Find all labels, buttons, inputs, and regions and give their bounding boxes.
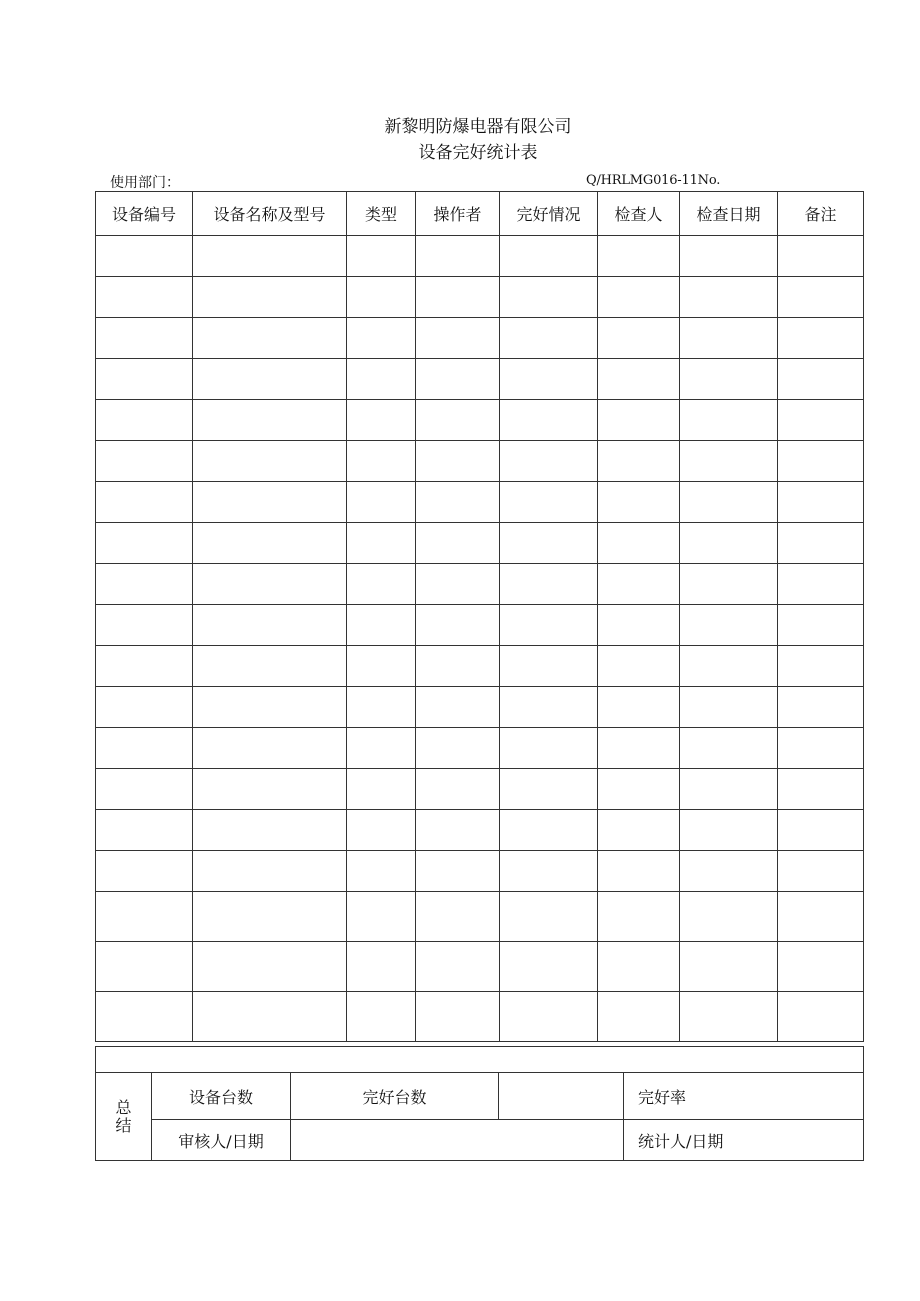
table-cell[interactable]	[193, 605, 347, 646]
table-cell[interactable]	[193, 992, 347, 1042]
table-cell[interactable]	[347, 769, 416, 810]
summary-label-char-1: 总	[115, 1097, 132, 1117]
table-cell[interactable]	[680, 992, 778, 1042]
table-cell[interactable]	[96, 564, 193, 605]
table-cell[interactable]	[193, 277, 347, 318]
col-remarks: 备注	[778, 192, 864, 236]
table-cell[interactable]	[193, 236, 347, 277]
table-cell[interactable]	[778, 359, 864, 400]
table-cell[interactable]	[416, 810, 500, 851]
table-cell[interactable]	[598, 277, 680, 318]
table-cell[interactable]	[416, 769, 500, 810]
table-cell[interactable]	[193, 359, 347, 400]
table-cell[interactable]	[193, 482, 347, 523]
document-code: Q/HRLMG016-11No.	[586, 173, 721, 188]
summary-row-1	[96, 1073, 864, 1120]
table-cell[interactable]	[500, 810, 598, 851]
table-cell[interactable]	[416, 851, 500, 892]
table-cell[interactable]	[500, 523, 598, 564]
table-cell[interactable]	[96, 359, 193, 400]
table-row	[96, 318, 864, 359]
table-cell[interactable]	[500, 236, 598, 277]
table-cell[interactable]	[680, 810, 778, 851]
table-cell[interactable]	[680, 318, 778, 359]
table-cell[interactable]	[96, 605, 193, 646]
table-cell[interactable]	[680, 605, 778, 646]
table-cell[interactable]	[778, 687, 864, 728]
table-cell[interactable]	[416, 564, 500, 605]
table-row	[96, 942, 864, 992]
reviewer-cell[interactable]	[291, 1120, 624, 1161]
table-cell[interactable]	[96, 810, 193, 851]
table-cell[interactable]	[500, 646, 598, 687]
table-cell[interactable]	[416, 236, 500, 277]
table-cell[interactable]	[680, 482, 778, 523]
table-cell[interactable]	[193, 441, 347, 482]
table-cell[interactable]	[598, 942, 680, 992]
table-cell[interactable]	[347, 992, 416, 1042]
table-cell[interactable]	[680, 523, 778, 564]
table-row	[96, 892, 864, 942]
table-cell[interactable]	[778, 400, 864, 441]
table-cell[interactable]	[598, 769, 680, 810]
table-cell[interactable]	[778, 992, 864, 1042]
table-cell[interactable]	[96, 728, 193, 769]
table-cell[interactable]	[598, 892, 680, 942]
company-name: 新黎明防爆电器有限公司	[384, 117, 572, 137]
table-cell[interactable]	[598, 851, 680, 892]
table-cell[interactable]	[500, 605, 598, 646]
table-row	[96, 769, 864, 810]
equipment-table	[95, 191, 864, 1042]
table-cell[interactable]	[680, 942, 778, 992]
col-inspector: 检查人	[598, 192, 680, 236]
table-cell[interactable]	[96, 482, 193, 523]
table-cell[interactable]	[193, 810, 347, 851]
table-cell[interactable]	[598, 523, 680, 564]
table-cell[interactable]	[680, 564, 778, 605]
table-row	[96, 851, 864, 892]
table-cell[interactable]	[680, 236, 778, 277]
table-row	[96, 564, 864, 605]
table-cell[interactable]	[347, 482, 416, 523]
table-cell[interactable]	[193, 564, 347, 605]
header-row	[96, 192, 864, 236]
table-cell[interactable]	[416, 400, 500, 441]
table-cell[interactable]	[347, 400, 416, 441]
table-cell[interactable]	[778, 851, 864, 892]
table-row	[96, 441, 864, 482]
table-row	[96, 359, 864, 400]
table-cell[interactable]	[500, 441, 598, 482]
table-cell[interactable]	[500, 992, 598, 1042]
table-cell[interactable]	[500, 942, 598, 992]
table-cell[interactable]	[193, 318, 347, 359]
table-cell[interactable]	[778, 810, 864, 851]
table-cell[interactable]	[193, 400, 347, 441]
table-cell[interactable]	[96, 769, 193, 810]
table-cell[interactable]	[193, 646, 347, 687]
table-cell[interactable]	[778, 318, 864, 359]
table-cell[interactable]	[500, 318, 598, 359]
table-cell[interactable]	[416, 523, 500, 564]
table-cell[interactable]	[778, 523, 864, 564]
table-cell[interactable]	[193, 892, 347, 942]
summary-row-2	[96, 1120, 864, 1161]
table-cell[interactable]	[347, 646, 416, 687]
table-cell[interactable]	[778, 892, 864, 942]
table-cell[interactable]	[96, 992, 193, 1042]
col-equipment-no: 设备编号	[96, 192, 193, 236]
table-cell[interactable]	[778, 441, 864, 482]
table-cell[interactable]	[598, 605, 680, 646]
table-cell[interactable]	[347, 318, 416, 359]
good-count-label: 完好台数	[291, 1073, 499, 1120]
table-cell[interactable]	[193, 769, 347, 810]
table-cell[interactable]	[347, 523, 416, 564]
table-cell[interactable]	[96, 942, 193, 992]
table-cell[interactable]	[96, 236, 193, 277]
spacer-cell[interactable]	[96, 1047, 864, 1073]
table-row	[96, 236, 864, 277]
table-cell[interactable]	[778, 564, 864, 605]
table-cell[interactable]	[416, 892, 500, 942]
table-cell[interactable]	[500, 482, 598, 523]
table-cell[interactable]	[680, 646, 778, 687]
table-cell[interactable]	[778, 728, 864, 769]
table-cell[interactable]	[96, 523, 193, 564]
equipment-count-label: 设备台数	[152, 1073, 291, 1120]
table-cell[interactable]	[347, 942, 416, 992]
table-cell[interactable]	[347, 605, 416, 646]
col-inspection-date: 检查日期	[680, 192, 778, 236]
table-cell[interactable]	[347, 810, 416, 851]
table-row	[96, 646, 864, 687]
table-cell[interactable]	[598, 236, 680, 277]
table-cell[interactable]	[500, 400, 598, 441]
summary-table	[95, 1046, 864, 1161]
table-cell[interactable]	[193, 687, 347, 728]
statistician-label: 统计人/日期	[624, 1120, 864, 1161]
table-cell[interactable]	[193, 851, 347, 892]
table-cell[interactable]	[500, 564, 598, 605]
table-cell[interactable]	[778, 482, 864, 523]
table-cell[interactable]	[680, 851, 778, 892]
table-cell[interactable]	[347, 441, 416, 482]
table-cell[interactable]	[680, 441, 778, 482]
table-cell[interactable]	[598, 992, 680, 1042]
summary-label-char-2: 结	[115, 1115, 132, 1135]
table-cell[interactable]	[416, 605, 500, 646]
table-cell[interactable]	[778, 942, 864, 992]
col-condition: 完好情况	[500, 192, 598, 236]
table-cell[interactable]	[778, 646, 864, 687]
table-row	[96, 400, 864, 441]
table-cell[interactable]	[778, 236, 864, 277]
table-row	[96, 728, 864, 769]
table-cell[interactable]	[680, 769, 778, 810]
table-cell[interactable]	[598, 687, 680, 728]
table-cell[interactable]	[680, 728, 778, 769]
table-cell[interactable]	[500, 892, 598, 942]
table-cell[interactable]	[416, 942, 500, 992]
table-row	[96, 810, 864, 851]
table-cell[interactable]	[680, 277, 778, 318]
table-cell[interactable]	[778, 769, 864, 810]
table-cell[interactable]	[96, 318, 193, 359]
table-cell[interactable]	[193, 523, 347, 564]
table-cell[interactable]	[778, 605, 864, 646]
table-cell[interactable]	[500, 769, 598, 810]
table-cell[interactable]	[96, 646, 193, 687]
table-cell[interactable]	[416, 687, 500, 728]
col-operator: 操作者	[416, 192, 500, 236]
table-cell[interactable]	[598, 482, 680, 523]
table-cell[interactable]	[347, 892, 416, 942]
table-cell[interactable]	[680, 359, 778, 400]
table-cell[interactable]	[96, 400, 193, 441]
good-count-cell[interactable]	[499, 1073, 624, 1120]
good-rate-label: 完好率	[624, 1073, 864, 1120]
table-cell[interactable]	[416, 277, 500, 318]
table-cell[interactable]	[416, 646, 500, 687]
table-cell[interactable]	[500, 687, 598, 728]
form-title: 设备完好统计表	[418, 143, 538, 163]
table-cell[interactable]	[347, 851, 416, 892]
table-cell[interactable]	[598, 359, 680, 400]
table-cell[interactable]	[193, 728, 347, 769]
table-cell[interactable]	[96, 441, 193, 482]
table-cell[interactable]	[500, 277, 598, 318]
department-label: 使用部门：	[110, 175, 180, 191]
table-cell[interactable]	[416, 992, 500, 1042]
table-cell[interactable]	[500, 359, 598, 400]
table-cell[interactable]	[416, 482, 500, 523]
table-cell[interactable]	[778, 277, 864, 318]
table-cell[interactable]	[96, 687, 193, 728]
table-row	[96, 482, 864, 523]
summary-label	[96, 1073, 152, 1161]
table-cell[interactable]	[347, 687, 416, 728]
table-cell[interactable]	[96, 851, 193, 892]
table-cell[interactable]	[347, 236, 416, 277]
table-cell[interactable]	[598, 728, 680, 769]
table-cell[interactable]	[598, 400, 680, 441]
table-cell[interactable]	[193, 942, 347, 992]
table-cell[interactable]	[347, 728, 416, 769]
table-row	[96, 523, 864, 564]
table-cell[interactable]	[598, 646, 680, 687]
table-cell[interactable]	[598, 441, 680, 482]
col-equipment-name-model: 设备名称及型号	[193, 192, 347, 236]
table-cell[interactable]	[416, 441, 500, 482]
reviewer-label: 审核人/日期	[152, 1120, 291, 1161]
table-cell[interactable]	[680, 400, 778, 441]
table-row	[96, 687, 864, 728]
table-cell[interactable]	[347, 277, 416, 318]
col-type: 类型	[347, 192, 416, 236]
table-row	[96, 277, 864, 318]
table-cell[interactable]	[500, 851, 598, 892]
table-cell[interactable]	[680, 892, 778, 942]
table-cell[interactable]	[500, 728, 598, 769]
table-cell[interactable]	[416, 728, 500, 769]
table-row	[96, 605, 864, 646]
spacer-row	[96, 1047, 864, 1073]
table-cell[interactable]	[680, 687, 778, 728]
table-cell[interactable]	[598, 318, 680, 359]
table-cell[interactable]	[416, 359, 500, 400]
table-cell[interactable]	[598, 564, 680, 605]
table-cell[interactable]	[96, 277, 193, 318]
table-cell[interactable]	[96, 892, 193, 942]
table-cell[interactable]	[598, 810, 680, 851]
table-cell[interactable]	[416, 318, 500, 359]
table-row	[96, 992, 864, 1042]
table-cell[interactable]	[347, 564, 416, 605]
table-cell[interactable]	[347, 359, 416, 400]
